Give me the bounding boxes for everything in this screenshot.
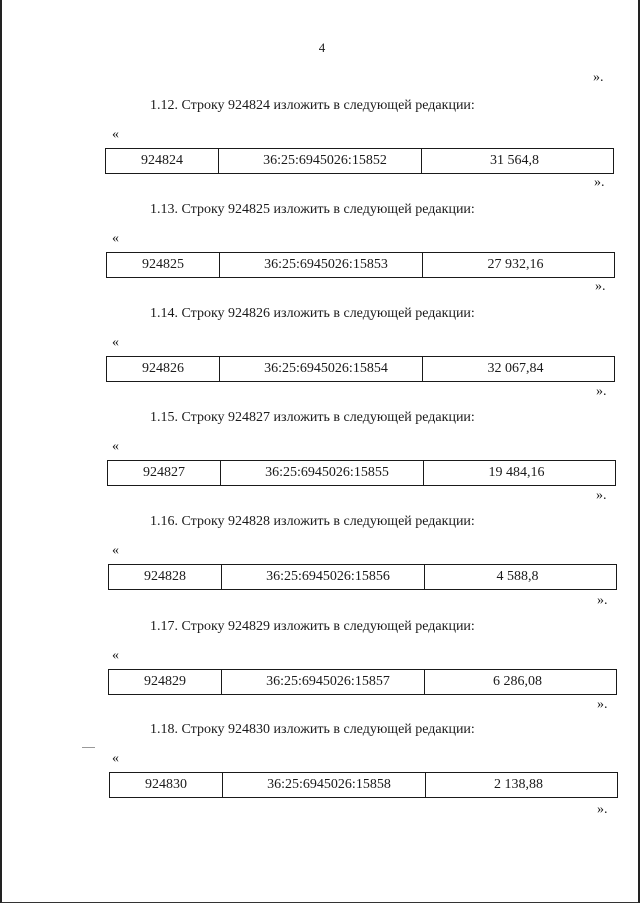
register-row-table bbox=[106, 356, 615, 382]
value-cell: 31 564,8 bbox=[490, 153, 539, 168]
value-cell: 27 932,16 bbox=[487, 257, 544, 272]
closing-quote: ». bbox=[596, 384, 607, 399]
register-row-table bbox=[106, 252, 615, 278]
opening-quote: « bbox=[112, 231, 119, 246]
value-cell: 19 484,16 bbox=[488, 465, 545, 480]
row-id-cell: 924829 bbox=[109, 670, 222, 694]
value-cell: 6 286,08 bbox=[493, 674, 542, 689]
closing-quote: ». bbox=[595, 279, 606, 294]
row-id-cell: 924827 bbox=[108, 461, 221, 485]
cadastral-number-cell: 36:25:6945026:15855 bbox=[221, 461, 424, 485]
amendment-section bbox=[2, 306, 640, 410]
amendment-heading: 1.16. Строку 924828 изложить в следующей редакции: bbox=[150, 514, 475, 529]
cadastral-number-cell: 36:25:6945026:15857 bbox=[222, 670, 425, 694]
amendment-section bbox=[2, 619, 640, 723]
amendment-heading: 1.18. Строку 924830 изложить в следующей редакции: bbox=[150, 722, 475, 737]
closing-quote: ». bbox=[594, 175, 605, 190]
opening-quote: « bbox=[112, 543, 119, 558]
closing-quote: ». bbox=[596, 488, 607, 503]
closing-quote: ». bbox=[597, 697, 608, 712]
row-id-cell: 924824 bbox=[106, 149, 219, 173]
amendment-heading: 1.15. Строку 924827 изложить в следующей редакции: bbox=[150, 410, 475, 425]
closing-quote: ». bbox=[597, 802, 608, 817]
amendment-heading: 1.14. Строку 924826 изложить в следующей редакции: bbox=[150, 306, 475, 321]
value-cell: 2 138,88 bbox=[494, 777, 543, 792]
closing-quote: ». bbox=[597, 593, 608, 608]
register-row-table bbox=[109, 772, 618, 798]
cadastral-number-cell: 36:25:6945026:15858 bbox=[223, 773, 426, 797]
amendment-section bbox=[2, 202, 640, 306]
value-cell: 32 067,84 bbox=[487, 361, 544, 376]
opening-quote: « bbox=[112, 127, 119, 142]
amendment-section bbox=[2, 98, 640, 202]
amendment-section bbox=[2, 514, 640, 618]
scan-artifact bbox=[82, 747, 95, 748]
amendment-heading: 1.17. Строку 924829 изложить в следующей редакции: bbox=[150, 619, 475, 634]
amendment-heading: 1.12. Строку 924824 изложить в следующей редакции: bbox=[150, 98, 475, 113]
opening-quote: « bbox=[112, 439, 119, 454]
opening-quote: « bbox=[112, 751, 119, 766]
closing-quote: ». bbox=[593, 70, 604, 85]
amendment-section bbox=[2, 410, 640, 514]
row-id-cell: 924826 bbox=[107, 357, 220, 381]
register-row-table bbox=[105, 148, 614, 174]
row-id-cell: 924830 bbox=[110, 773, 223, 797]
cadastral-number-cell: 36:25:6945026:15854 bbox=[220, 357, 423, 381]
page-number: 4 bbox=[318, 40, 326, 55]
register-row-table bbox=[108, 669, 617, 695]
value-cell: 4 588,8 bbox=[496, 569, 539, 584]
opening-quote: « bbox=[112, 335, 119, 350]
cadastral-number-cell: 36:25:6945026:15852 bbox=[219, 149, 422, 173]
row-id-cell: 924825 bbox=[107, 253, 220, 277]
cadastral-number-cell: 36:25:6945026:15856 bbox=[222, 565, 425, 589]
amendment-heading: 1.13. Строку 924825 изложить в следующей редакции: bbox=[150, 202, 475, 217]
amendment-section bbox=[2, 722, 640, 826]
register-row-table bbox=[108, 564, 617, 590]
row-id-cell: 924828 bbox=[109, 565, 222, 589]
register-row-table bbox=[107, 460, 616, 486]
cadastral-number-cell: 36:25:6945026:15853 bbox=[220, 253, 423, 277]
opening-quote: « bbox=[112, 648, 119, 663]
